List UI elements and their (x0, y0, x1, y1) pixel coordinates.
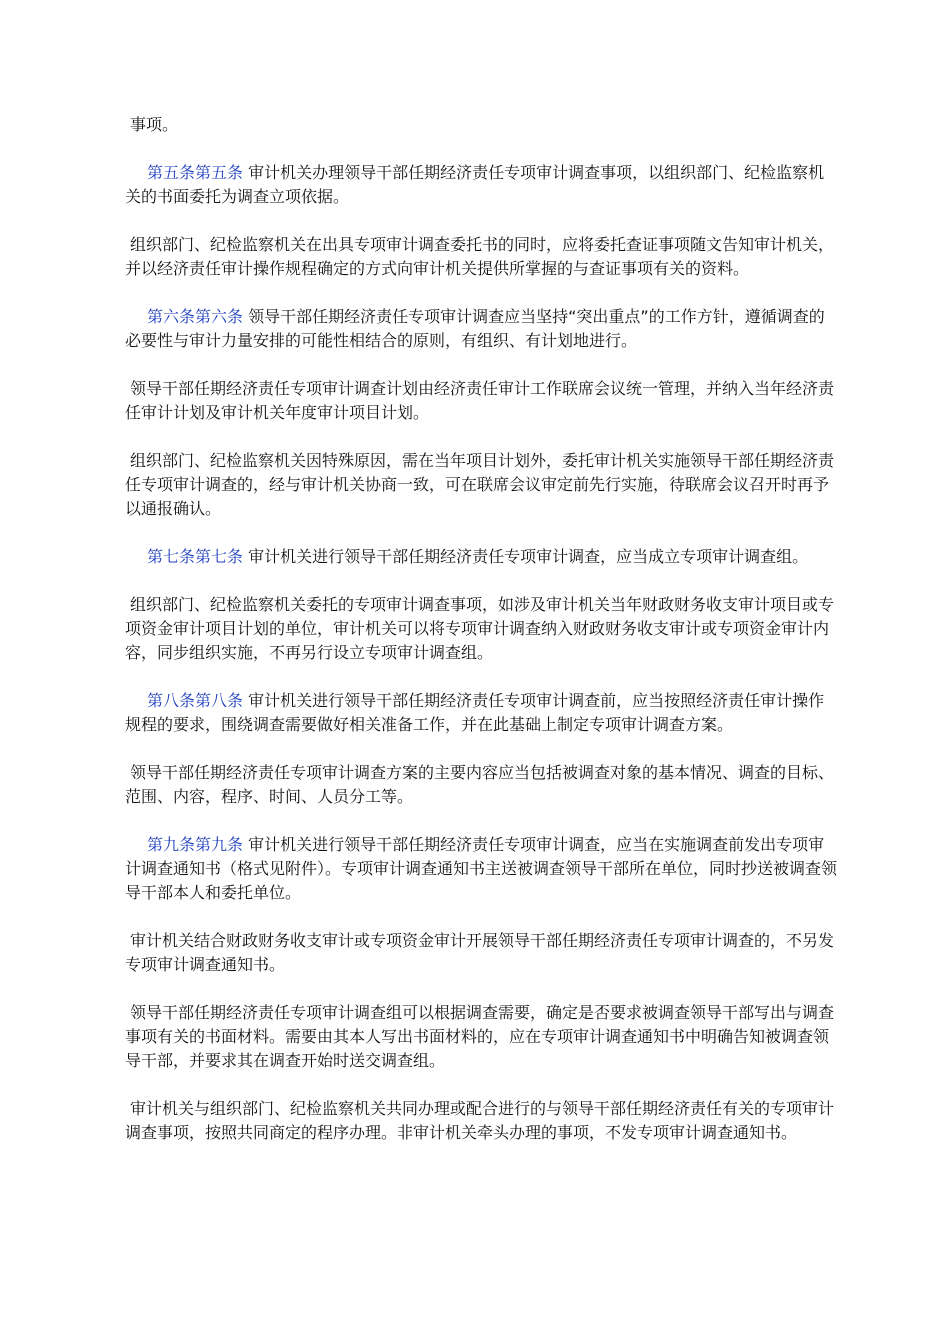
paragraph-text: 领导干部任期经济责任专项审计调查方案的主要内容应当包括被调查对象的基本情况、调查的目标、范围、内容，程序、时间、人员分工等。 (125, 763, 835, 806)
article-paragraph (125, 305, 837, 353)
article-paragraph (125, 689, 837, 737)
article-heading: 第七条第七条 (147, 547, 244, 566)
article-heading: 第九条第九条 (147, 835, 244, 854)
paragraph-text: 审计机关办理领导干部任期经济责任专项审计调查事项，以组织部门、纪检监察机关的书面委托为调查立项依据。 (125, 163, 825, 206)
paragraph-text: 审计机关结合财政财务收支审计或专项资金审计开展领导干部任期经济责任专项审计调查的，不另发专项审计调查通知书。 (125, 931, 835, 974)
paragraph (125, 113, 837, 137)
paragraph-text: 审计机关进行领导干部任期经济责任专项审计调查，应当在实施调查前发出专项审计调查通知书（格式见附件）。专项审计调查通知书主送被调查领导干部所在单位，同时抄送被调查领导干部本人和委托单位。 (125, 835, 838, 902)
paragraph (125, 233, 837, 281)
paragraph-text: 审计机关进行领导干部任期经济责任专项审计调查前，应当按照经济责任审计操作规程的要求，围绕调查需要做好相关准备工作，并在此基础上制定专项审计调查方案。 (125, 691, 825, 734)
article-paragraph (125, 833, 837, 905)
paragraph-text: 审计机关与组织部门、纪检监察机关共同办理或配合进行的与领导干部任期经济责任有关的专项审计调查事项，按照共同商定的程序办理。非审计机关牵头办理的事项，不发专项审计调查通知书。 (125, 1099, 835, 1142)
paragraph (125, 377, 837, 425)
paragraph-text: 组织部门、纪检监察机关因特殊原因，需在当年项目计划外，委托审计机关实施领导干部任期经济责任专项审计调查的，经与审计机关协商一致，可在联席会议审定前先行实施，待联席会议召开时再予以通报确认。 (125, 451, 835, 518)
paragraph (125, 593, 837, 665)
paragraph-text: 领导干部任期经济责任专项审计调查计划由经济责任审计工作联席会议统一管理，并纳入当年经济责任审计计划及审计机关年度审计项目计划。 (125, 379, 835, 422)
paragraph-text: 审计机关进行领导干部任期经济责任专项审计调查，应当成立专项审计调查组。 (248, 547, 809, 566)
paragraph (125, 1001, 837, 1073)
document-body (125, 113, 837, 1169)
paragraph (125, 1097, 837, 1145)
paragraph-text: 领导干部任期经济责任专项审计调查组可以根据调查需要，确定是否要求被调查领导干部写出与调查事项有关的书面材料。需要由其本人写出书面材料的，应在专项审计调查通知书中明确告知被调查领导干部，并要求其在调查开始时送交调查组。 (125, 1003, 835, 1070)
article-heading: 第六条第六条 (147, 307, 244, 326)
article-heading: 第八条第八条 (147, 691, 244, 710)
article-paragraph (125, 161, 837, 209)
paragraph (125, 929, 837, 977)
paragraph-text: 事项。 (130, 115, 179, 134)
paragraph (125, 761, 837, 809)
article-paragraph (125, 545, 837, 569)
article-heading: 第五条第五条 (147, 163, 244, 182)
paragraph-text: 领导干部任期经济责任专项审计调查应当坚持“突出重点”的工作方针，遵循调查的必要性与审计力量安排的可能性相结合的原则，有组织、有计划地进行。 (125, 307, 825, 350)
paragraph (125, 449, 837, 521)
paragraph-text: 组织部门、纪检监察机关委托的专项审计调查事项，如涉及审计机关当年财政财务收支审计项目或专项资金审计项目计划的单位，审计机关可以将专项审计调查纳入财政财务收支审计或专项资金审计内容，同步组织实施，不再另行设立专项审计调查组。 (125, 595, 835, 662)
paragraph-text: 组织部门、纪检监察机关在出具专项审计调查委托书的同时，应将委托查证事项随文告知审计机关，并以经济责任审计操作规程确定的方式向审计机关提供所掌握的与查证事项有关的资料。 (125, 235, 835, 278)
